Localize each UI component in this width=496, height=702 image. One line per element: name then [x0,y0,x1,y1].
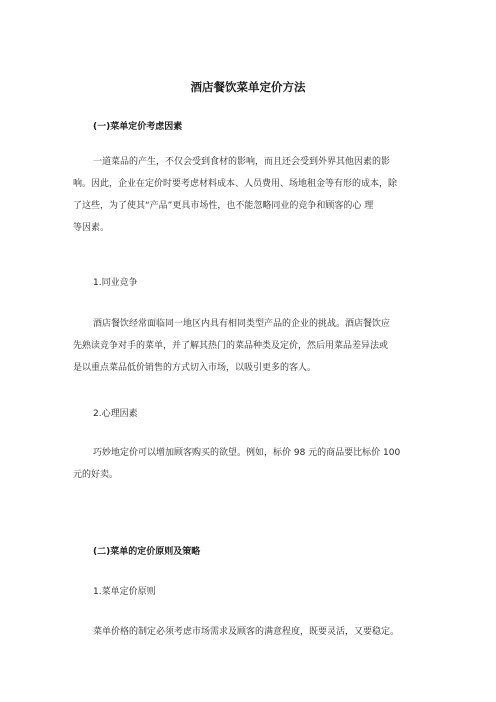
paragraph-line: 一道菜品的产生，不仅会受到食材的影响，而且还会受到外界其他因素的影 [93,157,391,167]
paragraph-line: 巧妙地定价可以增加顾客购买的欲望。例如，标价 98 元的商品要比标价 100 [93,448,401,458]
document-title: 酒店餐饮菜单定价方法 [190,80,306,94]
paragraph-line: 等因素。 [73,223,110,233]
paragraph-line: 是以重点菜品低价销售的方式切入市场，以吸引更多的客人。 [73,363,317,373]
paragraph-psychology [73,442,437,486]
paragraph-line: 先熟读竞争对手的菜单，并了解其热门的菜品种类及定价，然后用菜品差异法或 [73,341,389,351]
section-heading-pricing-factors: (一)菜单定价考虑因素 [93,122,183,132]
paragraph-line: 元的好卖。 [73,470,119,480]
subsection-title-psychology: 2.心理因素 [93,409,138,419]
section-heading-pricing-principles: (二)菜单的定价原则及策略 [93,547,201,557]
paragraph-pricing-principles [73,621,437,643]
paragraph-pricing-factors-intro [73,151,437,239]
paragraph-line: 菜单价格的制定必须考虑市场需求及顾客的满意程度，既要灵活，又要稳定。 [93,627,400,637]
subsection-title-competition: 1.同业竞争 [93,278,138,288]
paragraph-line: 了这些，为了使其“产品”更具市场性，也不能忽略同业的竞争和顾客的心 理 [73,201,374,211]
paragraph-line: 响。因此，企业在定价时要考虑材料成本、人员费用、场地租金等有形的成本，除 [73,179,398,189]
paragraph-competition [73,313,437,379]
subsection-title-pricing-principles: 1.菜单定价原则 [93,587,156,597]
paragraph-line: 酒店餐饮经常面临同一地区内具有相同类型产品的企业的挑战。酒店餐饮应 [93,319,391,329]
